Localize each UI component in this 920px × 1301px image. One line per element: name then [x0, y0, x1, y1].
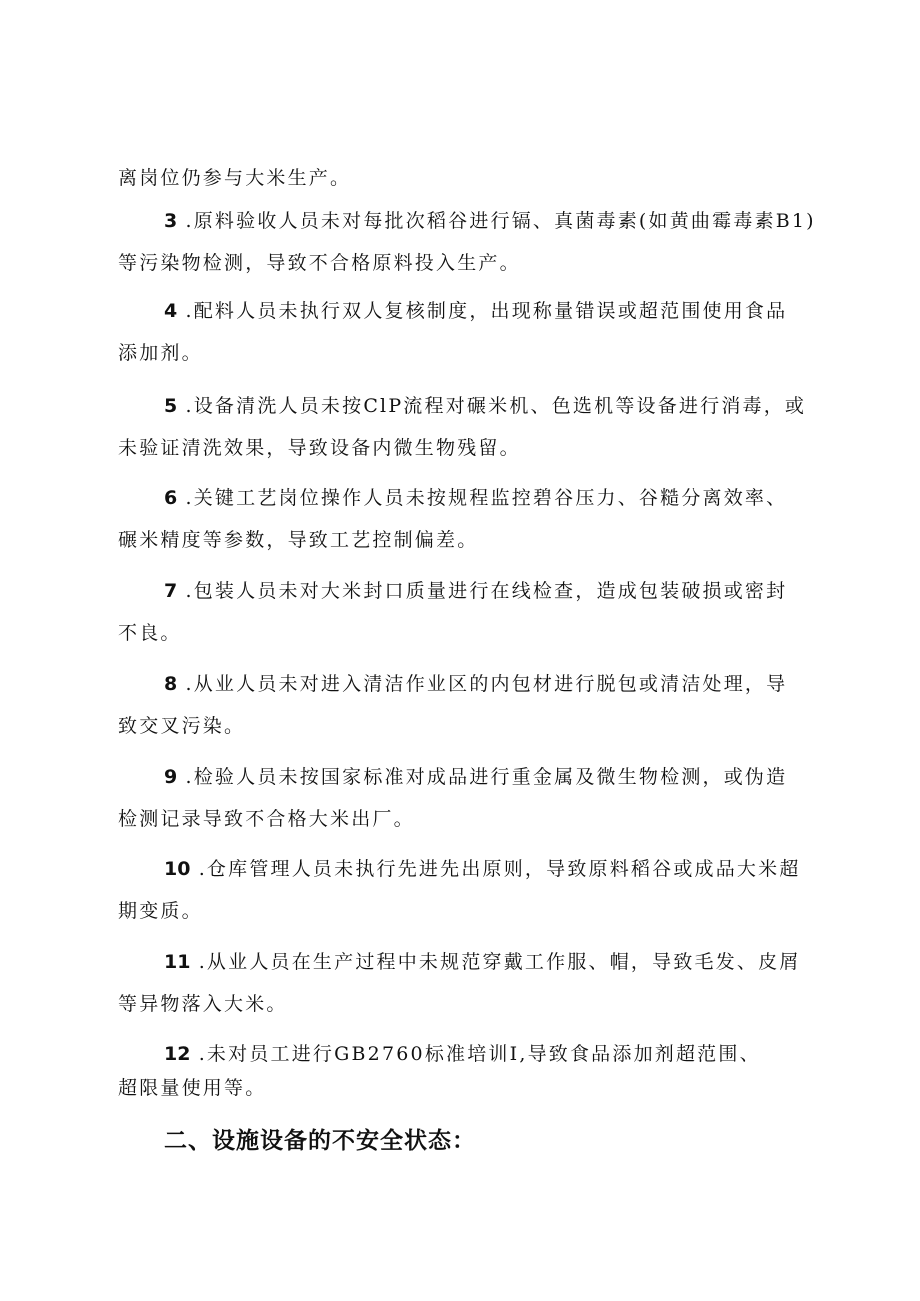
item-line-1: .仓库管理人员未执行先进先出原则，导致原料稻谷或成品大米超	[190, 858, 801, 880]
item-line-1: .从业人员在生产过程中未规范穿戴工作服、帽，导致毛发、皮屑	[190, 951, 801, 973]
list-item	[118, 200, 818, 284]
item-number: 6	[164, 487, 178, 509]
item-line-1: .包装人员未对大米封口质量进行在线检查，造成包装破损或密封	[177, 580, 788, 602]
item-line-1: .关键工艺岗位操作人员未按规程监控碧谷压力、谷糙分离效率、	[177, 487, 788, 509]
item-line-2: 等异物落入大米。	[118, 993, 288, 1015]
item-number: 8	[164, 673, 178, 695]
item-number: 12	[164, 1043, 191, 1065]
item-line-2: 超限量使用等。	[118, 1077, 267, 1099]
item-line-1: .从业人员未对进入清洁作业区的内包材进行脱包或清洁处理，导	[177, 673, 788, 695]
continuation-paragraph	[118, 157, 818, 199]
item-line-2: 致交叉污染。	[118, 715, 246, 737]
item-number: 9	[164, 766, 178, 788]
list-item	[118, 477, 818, 561]
item-line-1: .设备清洗人员未按ClP流程对碾米机、色选机等设备进行消毒，或	[177, 395, 807, 417]
item-line-1: .未对员工进行GB2760标准培训I,导致食品添加剂超范围、	[190, 1043, 761, 1065]
item-line-2: 碾米精度等参数，导致工艺控制偏差。	[118, 529, 479, 551]
item-number: 10	[164, 858, 191, 880]
list-item	[118, 756, 818, 840]
list-item	[118, 663, 818, 747]
item-line-1: .检验人员未按国家标准对成品进行重金属及微生物检测，或伪造	[177, 766, 788, 788]
item-line-2: 未验证清洗效果，导致设备内微生物残留。	[118, 437, 521, 459]
item-line-2: 添加剂。	[118, 342, 203, 364]
item-line-2: 检测记录导致不合格大米出厂。	[118, 808, 415, 830]
item-number: 11	[164, 951, 191, 973]
item-number: 3	[164, 210, 178, 232]
list-item	[118, 385, 818, 469]
list-item	[118, 941, 818, 1025]
item-line-1: .原料验收人员未对每批次稻谷进行镉、真菌毒素(如黄曲霉毒素B1)	[177, 210, 816, 232]
list-item	[118, 848, 818, 932]
item-number: 5	[164, 395, 178, 417]
item-number: 4	[164, 300, 178, 322]
item-line-2: 期变质。	[118, 900, 203, 922]
list-item	[118, 1033, 818, 1109]
item-number: 7	[164, 580, 178, 602]
item-line-2: 不良。	[118, 622, 182, 644]
item-line-2: 等污染物检测，导致不合格原料投入生产。	[118, 252, 521, 274]
list-item	[118, 570, 818, 654]
section-heading: 二、设施设备的不安全状态：	[164, 1128, 476, 1154]
continuation-text: 离岗位仍参与大米生产。	[118, 167, 352, 189]
item-line-1: .配料人员未执行双人复核制度，出现称量错误或超范围使用食品	[177, 300, 788, 322]
list-item	[118, 290, 818, 374]
